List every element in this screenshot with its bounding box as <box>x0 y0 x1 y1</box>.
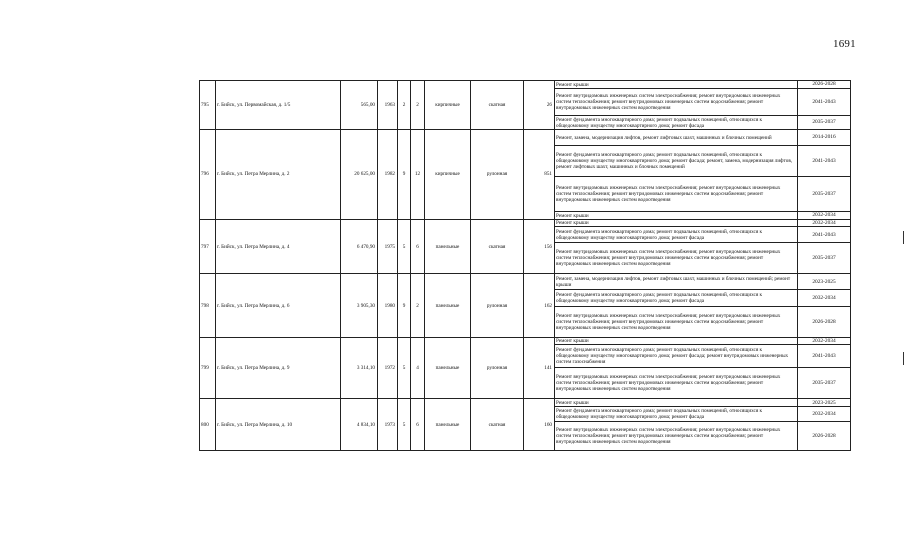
repair-period-cell: 2014-2016 <box>798 130 851 146</box>
floors-cell: 2 <box>398 81 411 130</box>
repair-work-cell: Ремонт фундамента многоквартирного дома; ремонт подвальных помещений, относящихся к общедомовому имуществу многоквартирного дома; ремонт фасада <box>555 407 798 422</box>
repair-work-cell: Ремонт, замена, модернизация лифтов, ремонт лифтовых шахт, машинных и блочных помещений <box>555 130 798 146</box>
repair-period-cell: 2035-2037 <box>798 177 851 212</box>
entrances-cell: 6 <box>411 399 425 451</box>
repair-period-cell: 2026-2028 <box>798 307 851 338</box>
walls-cell: кирпичные <box>425 81 471 130</box>
residents-cell: 851 <box>524 130 555 220</box>
year-cell: 1982 <box>378 130 398 220</box>
table-row <box>200 130 851 146</box>
scan-edge-mark <box>903 231 904 244</box>
area-cell: 3 905,30 <box>341 274 378 338</box>
year-cell: 1975 <box>378 220 398 274</box>
entrances-cell: 2 <box>411 274 425 338</box>
area-cell: 6 470,90 <box>341 220 378 274</box>
row-number: 797 <box>200 220 216 274</box>
row-number: 799 <box>200 338 216 399</box>
residents-cell: 26 <box>524 81 555 130</box>
repair-period-cell: 2026-2028 <box>798 81 851 89</box>
repair-work-cell: Ремонт крыши <box>555 338 798 345</box>
repair-period-cell: 2041-2043 <box>798 89 851 116</box>
row-number: 800 <box>200 399 216 451</box>
address-cell: г. Бийск, ул. Петра Мерлина, д. 9 <box>216 338 341 399</box>
table-row <box>200 220 851 227</box>
repair-period-cell: 2035-2037 <box>798 243 851 274</box>
row-number: 796 <box>200 130 216 220</box>
row-number: 798 <box>200 274 216 338</box>
walls-cell: кирпичные <box>425 130 471 220</box>
address-cell: г. Бийск, ул. Петра Мерлина, д. 10 <box>216 399 341 451</box>
repair-work-cell: Ремонт крыши <box>555 81 798 89</box>
entrances-cell: 4 <box>411 338 425 399</box>
repair-period-cell: 2032-2034 <box>798 290 851 307</box>
address-cell: г. Бийск, ул. Петра Мерлина, д. 6 <box>216 274 341 338</box>
year-cell: 1972 <box>378 338 398 399</box>
address-cell: г. Бийск, ул. Первомайская, д. 1/5 <box>216 81 341 130</box>
repair-period-cell: 2041-2043 <box>798 227 851 243</box>
floors-cell: 5 <box>398 399 411 451</box>
table-row <box>200 274 851 290</box>
roof-cell: рулонная <box>471 274 524 338</box>
repair-work-cell: Ремонт внутридомовых инженерных систем электроснабжения; ремонт внутридомовых инженерных систем теплоснабжения; ремонт внутридомовых инженерных систем водоснабжения; ремонт внутридомовых инженерных систем водоотведения <box>555 368 798 399</box>
repair-period-cell: 2023-2025 <box>798 274 851 290</box>
table-row <box>200 81 851 89</box>
roof-cell: рулонная <box>471 130 524 220</box>
repair-period-cell: 2035-2037 <box>798 116 851 130</box>
repair-work-cell: Ремонт, замена, модернизация лифтов, ремонт лифтовых шахт, машинных и блочных помещений; ремонт крыши <box>555 274 798 290</box>
residents-cell: 160 <box>524 399 555 451</box>
repair-period-cell: 2032-2034 <box>798 220 851 227</box>
floors-cell: 9 <box>398 274 411 338</box>
address-cell: г. Бийск, ул. Петра Мерлина, д. 4 <box>216 220 341 274</box>
roof-cell: скатная <box>471 220 524 274</box>
roof-cell: скатная <box>471 399 524 451</box>
repair-work-cell: Ремонт крыши <box>555 212 798 220</box>
table-row <box>200 338 851 345</box>
repair-period-cell: 2026-2028 <box>798 422 851 451</box>
repair-work-cell: Ремонт фундамента многоквартирного дома; ремонт подвальных помещений, относящихся к общедомовому имуществу многоквартирного дома; ремонт фасада; ремонт, замена, модернизация лифтов, ремонт лифтовых шахт, машинных и блочных помещений <box>555 146 798 177</box>
repair-work-cell: Ремонт крыши <box>555 220 798 227</box>
area-cell: 565,00 <box>341 81 378 130</box>
repair-work-cell: Ремонт фундамента многоквартирного дома; ремонт подвальных помещений, относящихся к общедомовому имуществу многоквартирного дома; ремонт фасада <box>555 290 798 307</box>
roof-cell: рулонная <box>471 338 524 399</box>
floors-cell: 9 <box>398 130 411 220</box>
year-cell: 1963 <box>378 81 398 130</box>
repair-work-cell: Ремонт внутридомовых инженерных систем электроснабжения; ремонт внутридомовых инженерных систем теплоснабжения; ремонт внутридомовых инженерных систем водоснабжения; ремонт внутридомовых инженерных систем водоотведения <box>555 307 798 338</box>
walls-cell: панельные <box>425 274 471 338</box>
year-cell: 1980 <box>378 274 398 338</box>
repair-period-cell: 2032-2034 <box>798 407 851 422</box>
entrances-cell: 6 <box>411 220 425 274</box>
area-cell: 4 834,10 <box>341 399 378 451</box>
repair-work-cell: Ремонт внутридомовых инженерных систем электроснабжения; ремонт внутридомовых инженерных систем теплоснабжения; ремонт внутридомовых инженерных систем водоснабжения; ремонт внутридомовых инженерных систем водоотведения <box>555 89 798 116</box>
repair-work-cell: Ремонт фундамента многоквартирного дома; ремонт подвальных помещений, относящихся к общедомовому имуществу многоквартирного дома; ремонт фасада <box>555 227 798 243</box>
repair-period-cell: 2032-2034 <box>798 338 851 345</box>
housing-repair-table <box>199 80 851 451</box>
repair-work-cell: Ремонт крыши <box>555 399 798 407</box>
repair-period-cell: 2041-2043 <box>798 345 851 368</box>
table-row <box>200 399 851 407</box>
area-cell: 20 625,00 <box>341 130 378 220</box>
row-number: 795 <box>200 81 216 130</box>
repair-work-cell: Ремонт внутридомовых инженерных систем электроснабжения; ремонт внутридомовых инженерных систем теплоснабжения; ремонт внутридомовых инженерных систем водоснабжения; ремонт внутридомовых инженерных систем водоотведения <box>555 422 798 451</box>
floors-cell: 5 <box>398 338 411 399</box>
floors-cell: 5 <box>398 220 411 274</box>
repair-work-cell: Ремонт внутридомовых инженерных систем электроснабжения; ремонт внутридомовых инженерных систем теплоснабжения; ремонт внутридомовых инженерных систем водоснабжения; ремонт внутридомовых инженерных систем водоотведения <box>555 177 798 212</box>
walls-cell: панельные <box>425 338 471 399</box>
repair-period-cell: 2023-2025 <box>798 399 851 407</box>
address-cell: г. Бийск, ул. Петра Мерлина, д. 2 <box>216 130 341 220</box>
entrances-cell: 12 <box>411 130 425 220</box>
page-number: 1691 <box>833 38 856 50</box>
roof-cell: скатная <box>471 81 524 130</box>
residents-cell: 141 <box>524 338 555 399</box>
repair-period-cell: 2032-2034 <box>798 212 851 220</box>
repair-work-cell: Ремонт фундамента многоквартирного дома; ремонт подвальных помещений, относящихся к общедомовому имуществу многоквартирного дома; ремонт фасада; ремонт внутридомовых инженерных систем газоснабжения <box>555 345 798 368</box>
repair-period-cell: 2035-2037 <box>798 368 851 399</box>
repair-work-cell: Ремонт фундамента многоквартирного дома; ремонт подвальных помещений, относящихся к общедомовому имуществу многоквартирного дома; ремонт фасада <box>555 116 798 130</box>
walls-cell: панельные <box>425 399 471 451</box>
repair-period-cell: 2041-2043 <box>798 146 851 177</box>
walls-cell: панельные <box>425 220 471 274</box>
residents-cell: 156 <box>524 220 555 274</box>
entrances-cell: 2 <box>411 81 425 130</box>
repair-work-cell: Ремонт внутридомовых инженерных систем электроснабжения; ремонт внутридомовых инженерных систем теплоснабжения; ремонт внутридомовых инженерных систем водоснабжения; ремонт внутридомовых инженерных систем водоотведения <box>555 243 798 274</box>
scan-edge-mark <box>903 352 904 365</box>
residents-cell: 162 <box>524 274 555 338</box>
area-cell: 3 314,10 <box>341 338 378 399</box>
year-cell: 1973 <box>378 399 398 451</box>
